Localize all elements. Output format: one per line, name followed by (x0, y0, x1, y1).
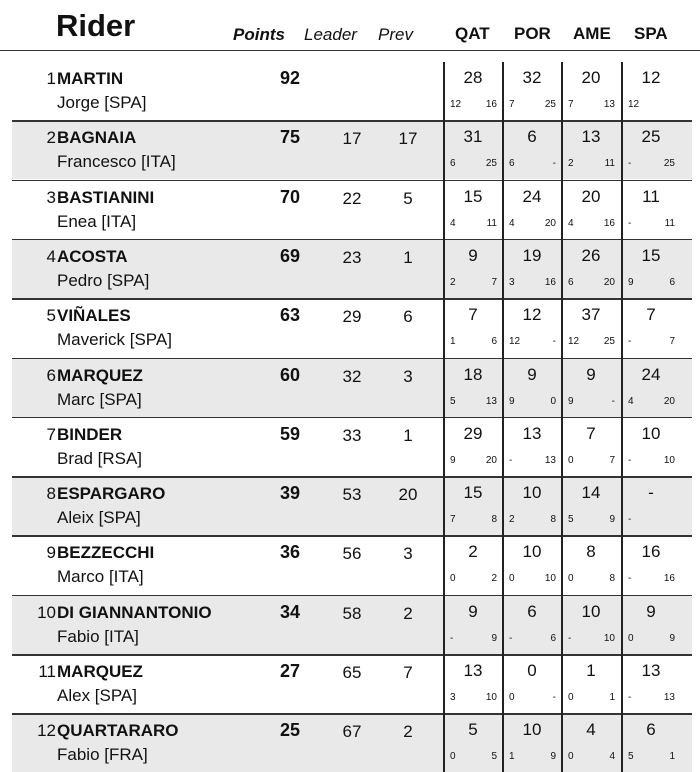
race-points: 13 (641, 661, 661, 680)
race-cell (562, 596, 620, 654)
race-cell (622, 536, 680, 594)
race-points: 7 (586, 423, 596, 443)
row-divider (12, 298, 692, 300)
race-cell (503, 655, 561, 713)
row-divider (12, 120, 692, 122)
race-gp-points: 9 (669, 632, 675, 644)
race-gp-points: 8 (550, 514, 556, 526)
rider-position: 9 (46, 543, 56, 563)
race-sprint-points: - (628, 158, 632, 170)
race-cell (622, 655, 680, 713)
race-sprint-points: - (450, 632, 454, 644)
race-sprint-points: 4 (450, 217, 456, 229)
race-points: 10 (522, 720, 542, 740)
race-sprint-points: 9 (568, 395, 574, 407)
rider-points: 59 (279, 423, 301, 444)
race-points: 9 (468, 601, 478, 621)
race-points: 7 (468, 305, 478, 325)
rider-position: 8 (46, 484, 56, 504)
race-points: 31 (463, 127, 483, 147)
rider-gap-prev: 5 (403, 188, 413, 208)
rider-position: 12 (37, 721, 56, 741)
row-divider (12, 654, 692, 656)
race-sprint-points: 0 (509, 692, 515, 703)
race-points: - (648, 483, 654, 503)
race-gp-points: 11 (664, 217, 675, 229)
race-points: 20 (581, 68, 601, 87)
race-gp-points: 2 (491, 573, 497, 585)
race-cell (622, 121, 680, 179)
race-points: 9 (468, 245, 478, 265)
race-sprint-points: 0 (568, 454, 574, 466)
rider-points: 75 (279, 127, 301, 148)
race-cell (562, 536, 620, 594)
race-gp-points: 13 (485, 395, 497, 407)
race-cell (444, 121, 502, 179)
rider-surname: MARQUEZ (57, 662, 143, 681)
rider-surname: BINDER (57, 424, 123, 444)
header-points: Points (233, 25, 285, 44)
header-race-por: POR (514, 24, 551, 43)
race-points: 10 (522, 542, 542, 562)
race-cell (444, 655, 502, 713)
race-gp-points: 7 (491, 276, 497, 288)
race-sprint-points: 12 (509, 336, 521, 348)
race-sprint-points: 6 (568, 276, 574, 288)
rider-firstname-country: Marco [ITA] (57, 567, 144, 587)
rider-surname: VIÑALES (57, 306, 131, 326)
race-gp-points: 7 (669, 336, 675, 348)
rider-firstname-country: Marc [SPA] (57, 389, 142, 409)
rider-position: 2 (46, 128, 56, 148)
race-sprint-points: 0 (568, 751, 574, 763)
race-cell (503, 596, 561, 654)
column-divider (443, 62, 445, 772)
race-points: 28 (463, 68, 483, 87)
race-sprint-points: - (509, 632, 513, 644)
race-cell (562, 359, 620, 417)
race-points: 9 (646, 601, 656, 621)
row-divider (12, 358, 692, 360)
race-points: 4 (586, 720, 596, 740)
race-sprint-points: 7 (450, 514, 456, 526)
race-gp-points: 11 (486, 217, 497, 229)
race-sprint-points: - (568, 632, 572, 644)
race-gp-points: 4 (609, 751, 615, 763)
table-row (12, 714, 692, 772)
rider-gap-leader: 32 (342, 366, 362, 386)
race-gp-points: 9 (609, 514, 615, 526)
race-cell (503, 477, 561, 535)
race-cell (503, 536, 561, 594)
rider-points: 92 (279, 68, 301, 88)
race-points: 13 (522, 423, 542, 443)
rider-firstname-country: Alex [SPA] (57, 686, 137, 705)
rider-position: 11 (38, 662, 56, 681)
race-gp-points: 20 (603, 276, 615, 288)
race-gp-points: 25 (485, 158, 497, 170)
rider-firstname-country: Brad [RSA] (57, 448, 143, 468)
race-cell (622, 62, 680, 120)
race-sprint-points: 7 (568, 99, 574, 110)
race-sprint-points: 4 (509, 217, 515, 229)
table-row (12, 477, 692, 535)
row-divider (12, 476, 692, 478)
race-points: 8 (586, 542, 596, 562)
race-points: 15 (463, 483, 483, 503)
race-points: 15 (641, 245, 661, 265)
race-cell (622, 240, 680, 298)
table-row (12, 655, 692, 713)
rider-gap-prev: 20 (398, 485, 418, 505)
race-gp-points: 7 (609, 454, 615, 466)
race-sprint-points: 0 (568, 692, 574, 703)
race-sprint-points: 0 (450, 573, 456, 585)
column-divider (502, 62, 504, 772)
row-divider (12, 239, 692, 241)
race-cell (503, 418, 561, 476)
race-gp-points: - (552, 158, 556, 170)
rider-firstname-country: Pedro [SPA] (57, 270, 150, 290)
race-points: 14 (581, 483, 601, 503)
race-points: 32 (522, 68, 542, 87)
race-gp-points: 25 (544, 99, 556, 110)
rider-points: 70 (279, 186, 301, 207)
race-cell (444, 477, 502, 535)
race-cell (444, 62, 502, 120)
rider-gap-prev: 2 (403, 722, 413, 742)
race-sprint-points: 1 (509, 751, 515, 763)
race-cell (503, 240, 561, 298)
race-sprint-points: 12 (628, 99, 640, 110)
race-gp-points: 16 (485, 99, 497, 110)
race-cell (503, 62, 561, 120)
race-cell (622, 359, 680, 417)
table-row (12, 418, 692, 476)
race-points: 15 (463, 186, 483, 206)
rider-gap-prev: 7 (403, 663, 413, 682)
rider-surname: QUARTARARO (57, 721, 179, 741)
race-points: 6 (527, 127, 537, 147)
race-gp-points: 6 (669, 276, 675, 288)
race-gp-points: 9 (550, 751, 556, 763)
race-sprint-points: 0 (628, 632, 634, 644)
race-cell (562, 418, 620, 476)
rider-points: 27 (279, 661, 301, 681)
rider-position: 7 (46, 424, 56, 444)
race-gp-points: 5 (491, 751, 497, 763)
race-gp-points: 1 (669, 751, 675, 763)
race-sprint-points: 4 (568, 217, 574, 229)
race-cell (562, 240, 620, 298)
race-sprint-points: 12 (568, 336, 580, 348)
table-row (12, 121, 692, 179)
race-cell (562, 299, 620, 357)
race-cell (622, 181, 680, 239)
race-gp-points: 10 (603, 632, 615, 644)
rider-gap-leader: 23 (342, 247, 362, 267)
race-cell (444, 240, 502, 298)
race-sprint-points: - (628, 217, 632, 229)
rider-surname: DI GIANNANTONIO (57, 602, 212, 622)
race-cell (622, 418, 680, 476)
race-sprint-points: - (628, 336, 632, 348)
rider-surname: BEZZECCHI (57, 543, 155, 563)
rider-gap-leader: 58 (342, 603, 362, 623)
race-sprint-points: 6 (509, 158, 515, 170)
race-gp-points: 16 (603, 217, 615, 229)
header-prev: Prev (378, 25, 413, 44)
rider-surname: ACOSTA (57, 246, 128, 266)
race-gp-points: 13 (544, 454, 556, 466)
header-race-qat: QAT (455, 24, 490, 43)
race-cell (562, 181, 620, 239)
rider-gap-leader: 33 (342, 425, 362, 445)
rider-points: 36 (279, 542, 301, 563)
race-cell (622, 477, 680, 535)
race-sprint-points: 9 (509, 395, 515, 407)
race-points: 16 (641, 542, 661, 562)
rider-firstname-country: Fabio [FRA] (57, 745, 148, 765)
table-row (12, 536, 692, 594)
race-points: 2 (468, 542, 478, 562)
table-row (12, 596, 692, 654)
race-points: 6 (527, 601, 537, 621)
race-sprint-points: 12 (450, 99, 462, 110)
race-gp-points: 16 (544, 276, 556, 288)
race-gp-points: 20 (544, 217, 556, 229)
race-gp-points: - (552, 336, 556, 348)
race-points: 6 (646, 720, 656, 740)
rider-firstname-country: Maverick [SPA] (57, 330, 172, 350)
race-gp-points: 6 (550, 632, 556, 644)
race-gp-points: 20 (663, 395, 675, 407)
race-cell (562, 714, 620, 772)
race-gp-points: 20 (485, 454, 497, 466)
race-points: 13 (581, 127, 601, 147)
race-points: 11 (642, 186, 660, 206)
header-rider: Rider (56, 8, 136, 43)
race-gp-points: 10 (663, 454, 675, 466)
race-cell (444, 714, 502, 772)
race-gp-points: 8 (609, 573, 615, 585)
race-cell (503, 359, 561, 417)
rider-firstname-country: Jorge [SPA] (57, 93, 147, 112)
race-cell (562, 62, 620, 120)
race-points: 9 (527, 364, 537, 384)
row-divider (12, 595, 692, 597)
rider-gap-prev: 3 (403, 366, 413, 386)
table-header (0, 0, 700, 51)
rider-position: 1 (46, 69, 56, 88)
row-divider (12, 180, 692, 182)
row-divider (12, 417, 692, 419)
race-gp-points: 10 (544, 573, 556, 585)
race-points: 24 (641, 364, 661, 384)
race-points: 13 (463, 661, 483, 680)
race-points: 20 (581, 186, 601, 206)
rider-gap-prev: 3 (403, 544, 413, 564)
row-divider (12, 713, 692, 715)
race-cell (503, 121, 561, 179)
race-sprint-points: 6 (450, 158, 456, 170)
rider-position: 6 (46, 365, 56, 385)
race-gp-points: 16 (663, 573, 675, 585)
race-points: 1 (586, 661, 596, 680)
race-points: 37 (581, 305, 601, 325)
race-gp-points: 9 (491, 632, 497, 644)
rider-points: 63 (279, 305, 301, 326)
race-sprint-points: 0 (509, 573, 515, 585)
race-points: 12 (641, 68, 661, 87)
race-points: 10 (641, 423, 661, 443)
rider-gap-leader: 53 (342, 485, 362, 505)
rider-points: 69 (279, 245, 301, 266)
race-points: 12 (522, 305, 542, 325)
rider-position: 5 (46, 306, 56, 326)
race-gp-points: 25 (603, 336, 615, 348)
race-sprint-points: 2 (450, 276, 456, 288)
race-sprint-points: 3 (450, 692, 456, 703)
race-gp-points: 8 (491, 514, 497, 526)
race-cell (622, 596, 680, 654)
race-gp-points: - (552, 692, 556, 703)
race-sprint-points: 5 (628, 751, 634, 763)
race-gp-points: 11 (604, 158, 615, 170)
rider-gap-leader: 22 (342, 188, 362, 208)
race-cell (444, 418, 502, 476)
rider-surname: BASTIANINI (57, 187, 155, 207)
race-gp-points: 1 (609, 692, 615, 703)
race-sprint-points: - (628, 454, 632, 466)
race-gp-points: 10 (485, 692, 497, 703)
rider-points: 60 (279, 364, 301, 385)
race-cell (622, 714, 680, 772)
table-row (12, 299, 692, 357)
race-sprint-points: 5 (568, 514, 574, 526)
row-divider (12, 535, 692, 537)
race-cell (622, 299, 680, 357)
race-cell (562, 477, 620, 535)
race-points: 25 (641, 127, 661, 147)
rider-position: 4 (46, 246, 56, 266)
race-cell (444, 536, 502, 594)
race-points: 26 (581, 245, 601, 265)
race-points: 10 (581, 601, 601, 621)
race-sprint-points: 2 (568, 158, 574, 170)
race-gp-points: 6 (491, 336, 497, 348)
race-sprint-points: 0 (568, 573, 574, 585)
race-sprint-points: 3 (509, 276, 515, 288)
race-cell (562, 655, 620, 713)
rider-firstname-country: Aleix [SPA] (57, 508, 141, 528)
rider-gap-leader: 29 (342, 307, 362, 327)
rider-gap-prev: 6 (403, 307, 413, 327)
race-points: 24 (522, 186, 542, 206)
rider-gap-leader: 67 (342, 722, 362, 742)
table-row (12, 62, 692, 120)
race-points: 18 (463, 364, 483, 384)
race-points: 10 (522, 483, 542, 503)
rider-surname: ESPARGARO (57, 484, 166, 504)
race-gp-points: 25 (663, 158, 675, 170)
rider-position: 10 (37, 602, 56, 622)
race-sprint-points: 7 (509, 99, 515, 110)
race-points: 9 (586, 364, 596, 384)
race-gp-points: 13 (663, 692, 675, 703)
header-race-spa: SPA (634, 24, 668, 43)
race-points: 7 (646, 305, 656, 325)
race-points: 0 (527, 661, 537, 680)
race-cell (444, 359, 502, 417)
race-sprint-points: 9 (450, 454, 456, 466)
race-gp-points: 0 (550, 395, 556, 407)
race-cell (503, 714, 561, 772)
rider-gap-prev: 17 (398, 129, 418, 149)
race-cell (444, 181, 502, 239)
race-cell (444, 299, 502, 357)
race-points: 5 (468, 720, 478, 740)
rider-firstname-country: Francesco [ITA] (57, 152, 176, 172)
race-cell (503, 181, 561, 239)
column-divider (621, 62, 623, 772)
race-sprint-points: - (628, 692, 632, 703)
table-row (12, 240, 692, 298)
table-row (12, 359, 692, 417)
race-sprint-points: - (509, 454, 513, 466)
rider-points: 34 (279, 601, 301, 622)
header-race-ame: AME (573, 24, 611, 43)
rider-surname: MARQUEZ (57, 365, 143, 385)
race-sprint-points: - (628, 514, 632, 526)
rider-gap-leader: 56 (342, 544, 362, 564)
table-row (12, 181, 692, 239)
race-sprint-points: 2 (509, 514, 515, 526)
rider-firstname-country: Enea [ITA] (57, 211, 137, 231)
rider-gap-leader: 17 (342, 129, 362, 149)
rider-surname: BAGNAIA (57, 128, 137, 148)
rider-firstname-country: Fabio [ITA] (57, 626, 139, 646)
race-gp-points: 13 (603, 99, 615, 110)
race-points: 29 (463, 423, 483, 443)
rider-surname: MARTIN (57, 69, 124, 88)
race-sprint-points: - (628, 573, 632, 585)
race-cell (562, 121, 620, 179)
rider-gap-leader: 65 (342, 663, 362, 682)
rider-gap-prev: 2 (403, 603, 413, 623)
race-sprint-points: 9 (628, 276, 634, 288)
race-gp-points: - (611, 395, 615, 407)
race-sprint-points: 0 (450, 751, 456, 763)
rider-position: 3 (46, 187, 56, 207)
header-leader: Leader (304, 25, 357, 44)
race-cell (444, 596, 502, 654)
race-cell (503, 299, 561, 357)
race-points: 19 (522, 245, 542, 265)
rider-gap-prev: 1 (403, 247, 413, 267)
rider-points: 39 (279, 483, 301, 504)
race-sprint-points: 4 (628, 395, 634, 407)
rider-gap-prev: 1 (403, 425, 413, 445)
race-sprint-points: 1 (450, 336, 456, 348)
race-sprint-points: 5 (450, 395, 456, 407)
rider-points: 25 (279, 720, 301, 741)
column-divider (561, 62, 563, 772)
